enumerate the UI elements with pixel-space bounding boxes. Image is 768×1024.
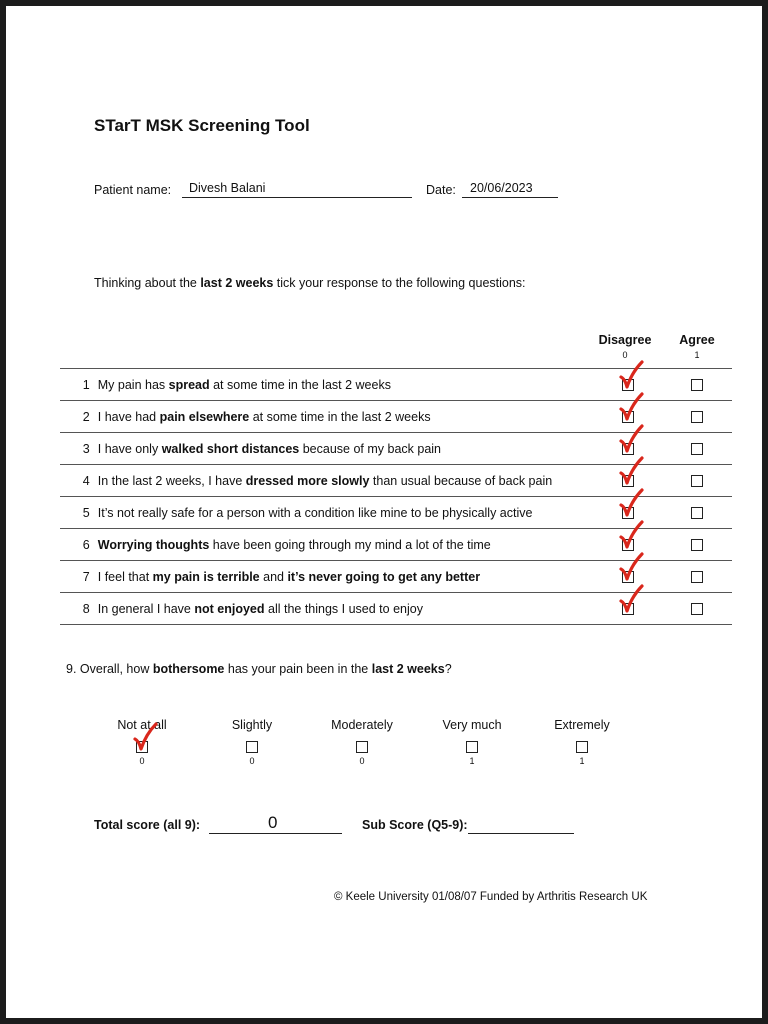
questions-table bbox=[60, 368, 732, 625]
disagree-checkbox[interactable] bbox=[622, 411, 634, 423]
question-9-text bbox=[66, 662, 452, 676]
bother-option-checkbox[interactable] bbox=[576, 741, 588, 753]
question-text-part: not enjoyed bbox=[194, 601, 265, 616]
agree-cell bbox=[663, 561, 732, 593]
checkmark-icon bbox=[618, 488, 644, 518]
bother-option bbox=[87, 718, 197, 766]
bother-option-label: Moderately bbox=[331, 718, 393, 732]
question-text-part: at some time in the last 2 weeks bbox=[209, 377, 391, 392]
disagree-checkbox[interactable] bbox=[622, 379, 634, 391]
bother-option-box-wrap bbox=[87, 738, 197, 756]
agree-cell bbox=[663, 401, 732, 433]
instructions bbox=[94, 276, 526, 290]
table-row bbox=[60, 593, 732, 625]
form-page bbox=[6, 6, 762, 1018]
agree-checkbox[interactable] bbox=[691, 443, 703, 455]
agree-checkbox[interactable] bbox=[691, 507, 703, 519]
question-text-part: at some time in the last 2 weeks bbox=[249, 409, 431, 424]
agree-cell bbox=[663, 369, 732, 401]
disagree-checkbox[interactable] bbox=[622, 475, 634, 487]
question-text bbox=[98, 529, 593, 561]
question-text-part: than usual because of back pain bbox=[369, 473, 553, 488]
bother-option-box-wrap bbox=[527, 738, 637, 756]
total-score-value[interactable]: 0 bbox=[268, 813, 278, 832]
bother-option-label: Not at all bbox=[117, 718, 167, 732]
checkmark-icon bbox=[618, 360, 644, 390]
question-text bbox=[98, 593, 593, 625]
bother-option-score: 0 bbox=[249, 756, 255, 766]
total-score-label: Total score (all 9): bbox=[94, 818, 201, 832]
disagree-checkbox[interactable] bbox=[622, 539, 634, 551]
question-text bbox=[98, 497, 593, 529]
question-text-part: In the last 2 weeks, I have bbox=[97, 473, 246, 488]
instructions-part: Thinking about the bbox=[94, 276, 201, 290]
date-underline bbox=[462, 197, 558, 198]
question-text-part: I feel that bbox=[97, 569, 153, 584]
question-9-text-part: last 2 weeks bbox=[371, 662, 445, 676]
bother-option-label: Slightly bbox=[231, 718, 273, 732]
agree-cell bbox=[663, 529, 732, 561]
bother-option-checkbox[interactable] bbox=[246, 741, 258, 753]
question-text-part: my pain is terrible bbox=[152, 569, 260, 584]
bother-option bbox=[417, 718, 527, 766]
question-number: 1 bbox=[60, 369, 98, 401]
disagree-checkbox[interactable] bbox=[622, 507, 634, 519]
question-text bbox=[98, 561, 593, 593]
disagree-header: Disagree bbox=[598, 333, 652, 347]
bother-option-score: 1 bbox=[579, 756, 585, 766]
patient-name-value[interactable]: Divesh Balani bbox=[189, 181, 266, 195]
patient-name-underline bbox=[182, 197, 412, 198]
question-text-part: walked short distances bbox=[161, 441, 300, 456]
sub-score-label: Sub Score (Q5-9): bbox=[362, 818, 468, 832]
question-text-part: and bbox=[259, 569, 288, 584]
question-text-part: My pain has bbox=[97, 377, 169, 392]
bother-option-label: Extremely bbox=[554, 718, 610, 732]
bother-option bbox=[527, 718, 637, 766]
question-number: 5 bbox=[60, 497, 98, 529]
bother-option-score: 0 bbox=[359, 756, 365, 766]
question-number: 4 bbox=[60, 465, 98, 497]
bother-option bbox=[197, 718, 307, 766]
agree-header: Agree bbox=[679, 333, 715, 347]
question-number: 6 bbox=[60, 529, 98, 561]
disagree-checkbox[interactable] bbox=[622, 603, 634, 615]
question-text-part: I have had bbox=[97, 409, 160, 424]
total-score-underline bbox=[209, 833, 342, 834]
checkmark-icon bbox=[618, 584, 644, 614]
copyright-footer: © Keele University 01/08/07 Funded by Arthritis Research UK bbox=[334, 891, 648, 903]
question-9-text-part: has your pain been in the bbox=[224, 662, 372, 676]
bother-option-box-wrap bbox=[197, 738, 307, 756]
question-text-part: it’s never going to get any better bbox=[287, 569, 481, 584]
question-number: 3 bbox=[60, 433, 98, 465]
question-text-part: I have only bbox=[97, 441, 162, 456]
bother-option-score: 1 bbox=[469, 756, 475, 766]
sub-score-underline bbox=[468, 833, 574, 834]
question-text-part: dressed more slowly bbox=[245, 473, 370, 488]
agree-checkbox[interactable] bbox=[691, 539, 703, 551]
agree-checkbox[interactable] bbox=[691, 379, 703, 391]
disagree-checkbox[interactable] bbox=[622, 571, 634, 583]
disagree-checkbox[interactable] bbox=[622, 443, 634, 455]
question-text bbox=[98, 465, 593, 497]
agree-cell bbox=[663, 593, 732, 625]
agree-checkbox[interactable] bbox=[691, 571, 703, 583]
date-label: Date: bbox=[426, 183, 456, 197]
bother-option bbox=[307, 718, 417, 766]
checkmark-icon bbox=[132, 722, 158, 752]
question-text bbox=[98, 433, 593, 465]
agree-cell bbox=[663, 433, 732, 465]
question-9-text-part: 9. Overall, how bbox=[66, 662, 153, 676]
bother-option-score: 0 bbox=[139, 756, 145, 766]
date-value[interactable]: 20/06/2023 bbox=[470, 181, 533, 195]
question-text-part: all the things I used to enjoy bbox=[264, 601, 423, 616]
agree-cell bbox=[663, 497, 732, 529]
question-number: 7 bbox=[60, 561, 98, 593]
question-9-text-part: ? bbox=[444, 662, 452, 676]
bother-option-checkbox[interactable] bbox=[136, 741, 148, 753]
bother-option-checkbox[interactable] bbox=[356, 741, 368, 753]
question-text-part: spread bbox=[168, 377, 210, 392]
question-number: 8 bbox=[60, 593, 98, 625]
patient-name-label: Patient name: bbox=[94, 183, 172, 197]
question-text-part: pain elsewhere bbox=[159, 409, 250, 424]
disagree-score: 0 bbox=[622, 350, 628, 360]
agree-checkbox[interactable] bbox=[691, 603, 703, 615]
question-text-part: have been going through my mind a lot of the time bbox=[209, 537, 491, 552]
question-text-part: because of my back pain bbox=[299, 441, 441, 456]
disagree-cell bbox=[593, 593, 662, 625]
question-text bbox=[98, 401, 593, 433]
checkmark-icon bbox=[618, 520, 644, 550]
bother-option-box-wrap bbox=[417, 738, 527, 756]
checkmark-icon bbox=[618, 552, 644, 582]
question-text-part: It’s not really safe for a person with a condition like mine to be physically active bbox=[97, 505, 533, 520]
form-title: STarT MSK Screening Tool bbox=[94, 116, 310, 135]
instructions-part: tick your response to the following questions: bbox=[273, 276, 526, 290]
question-number: 2 bbox=[60, 401, 98, 433]
question-9-text-part: bothersome bbox=[152, 662, 225, 676]
checkmark-icon bbox=[618, 392, 644, 422]
agree-checkbox[interactable] bbox=[691, 411, 703, 423]
instructions-part: last 2 weeks bbox=[200, 276, 274, 290]
question-text-part: In general I have bbox=[97, 601, 195, 616]
agree-score: 1 bbox=[694, 350, 700, 360]
bother-option-checkbox[interactable] bbox=[466, 741, 478, 753]
question-text-part: Worrying thoughts bbox=[97, 537, 210, 552]
agree-checkbox[interactable] bbox=[691, 475, 703, 487]
agree-cell bbox=[663, 465, 732, 497]
question-text bbox=[98, 369, 593, 401]
bother-option-label: Very much bbox=[442, 718, 502, 732]
checkmark-icon bbox=[618, 456, 644, 486]
checkmark-icon bbox=[618, 424, 644, 454]
bother-option-box-wrap bbox=[307, 738, 417, 756]
